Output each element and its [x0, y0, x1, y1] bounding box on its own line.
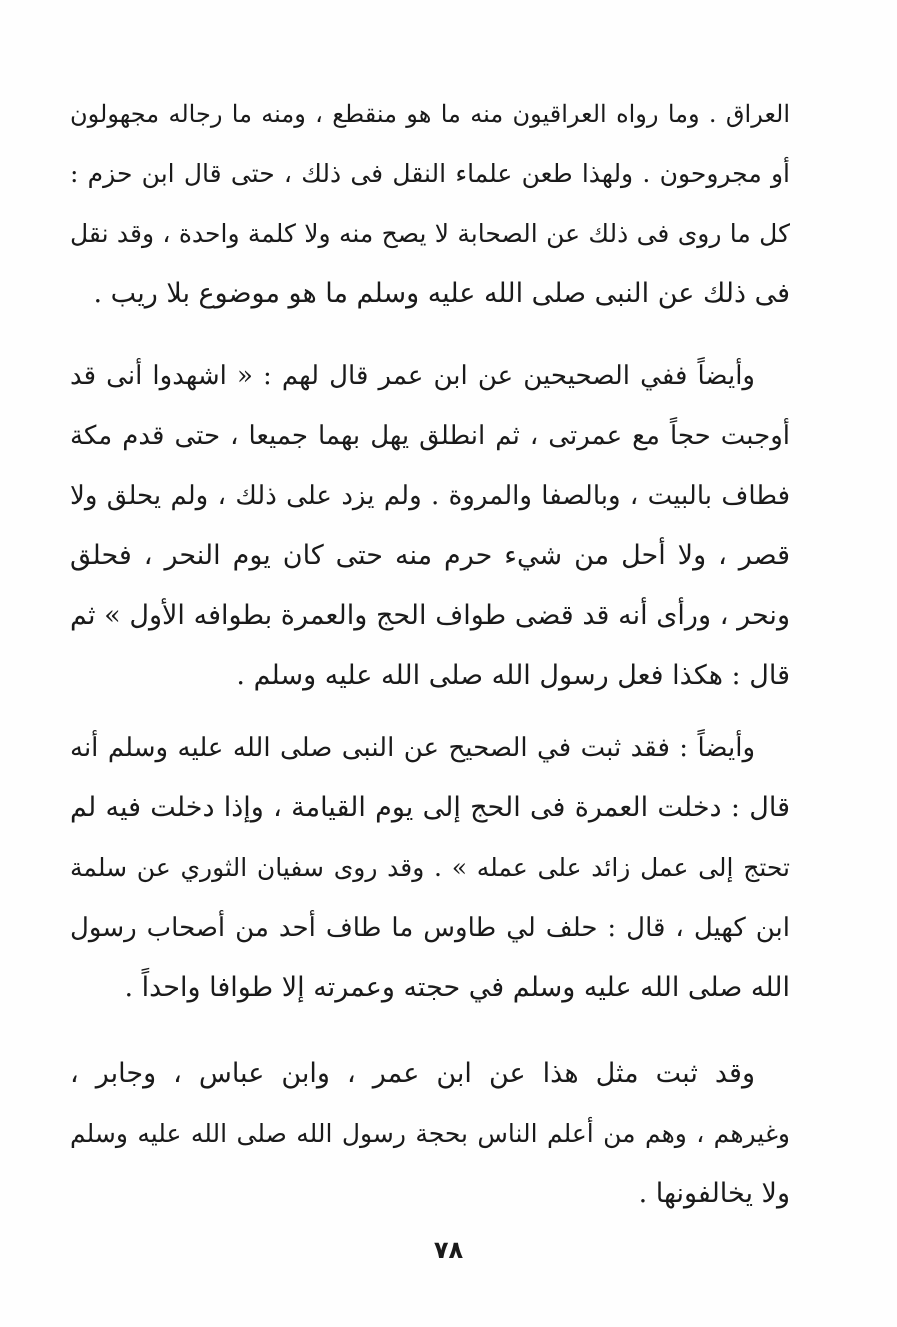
text-line: قصر ، ولا أحل من شيء حرم منه حتى كان يوم النحر ، فحلق	[70, 540, 790, 571]
paragraph-4	[70, 1044, 790, 1224]
text-line: ونحر ، ورأى أنه قد قضى طواف الحج والعمرة بطوافه الأول » ثم	[70, 600, 790, 631]
text-line: العراق . وما رواه العراقيون منه ما هو منقطع ، ومنه ما رجاله مجهولون	[70, 100, 790, 128]
text-line: الله صلى الله عليه وسلم في حجته وعمرته إلا طوافا واحداً .	[124, 972, 790, 1003]
text-line: ولا يخالفونها .	[638, 1178, 790, 1209]
text-line: وأيضاً : فقد ثبت في الصحيح عن النبى صلى الله عليه وسلم أنه	[70, 733, 755, 763]
text-line: قال : هكذا فعل رسول الله صلى الله عليه وسلم .	[236, 660, 790, 691]
paragraph-1	[70, 84, 790, 324]
text-line: ابن كهيل ، قال : حلف لي طاوس ما طاف أحد من أصحاب رسول	[70, 913, 790, 943]
text-line: فطاف بالبيت ، وبالصفا والمروة . ولم يزد على ذلك ، ولم يحلق ولا	[70, 481, 790, 511]
text-line: أو مجروحون . ولهذا طعن علماء النقل فى ذلك ، حتى قال ابن حزم :	[70, 159, 790, 188]
paragraph-3	[70, 718, 790, 1018]
text-line: وقد ثبت مثل هذا عن ابن عمر ، وابن عباس ، وجابر ،	[70, 1058, 755, 1089]
page-number: ٧٨	[433, 1236, 464, 1264]
text-line: تحتج إلى عمل زائد على عمله » . وقد روى سفيان الثوري عن سلمة	[70, 853, 790, 882]
text-line: قال : دخلت العمرة فى الحج إلى يوم القيامة ، وإذا دخلت فيه لم	[70, 792, 790, 823]
text-line: أوجبت حجاً مع عمرتى ، ثم انطلق يهل بهما جميعا ، حتى قدم مكة	[70, 421, 790, 451]
text-line: وأيضاً ففي الصحيحين عن ابن عمر قال لهم : « اشهدوا أنى قد	[70, 361, 755, 391]
paragraph-2	[70, 346, 790, 706]
text-line: وغيرهم ، وهم من أعلم الناس بحجة رسول الله صلى الله عليه وسلم	[70, 1119, 790, 1148]
text-line: كل ما روى فى ذلك عن الصحابة لا يصح منه ولا كلمة واحدة ، وقد نقل	[70, 219, 790, 248]
text-line: فى ذلك عن النبى صلى الله عليه وسلم ما هو موضوع بلا ريب .	[93, 278, 790, 309]
